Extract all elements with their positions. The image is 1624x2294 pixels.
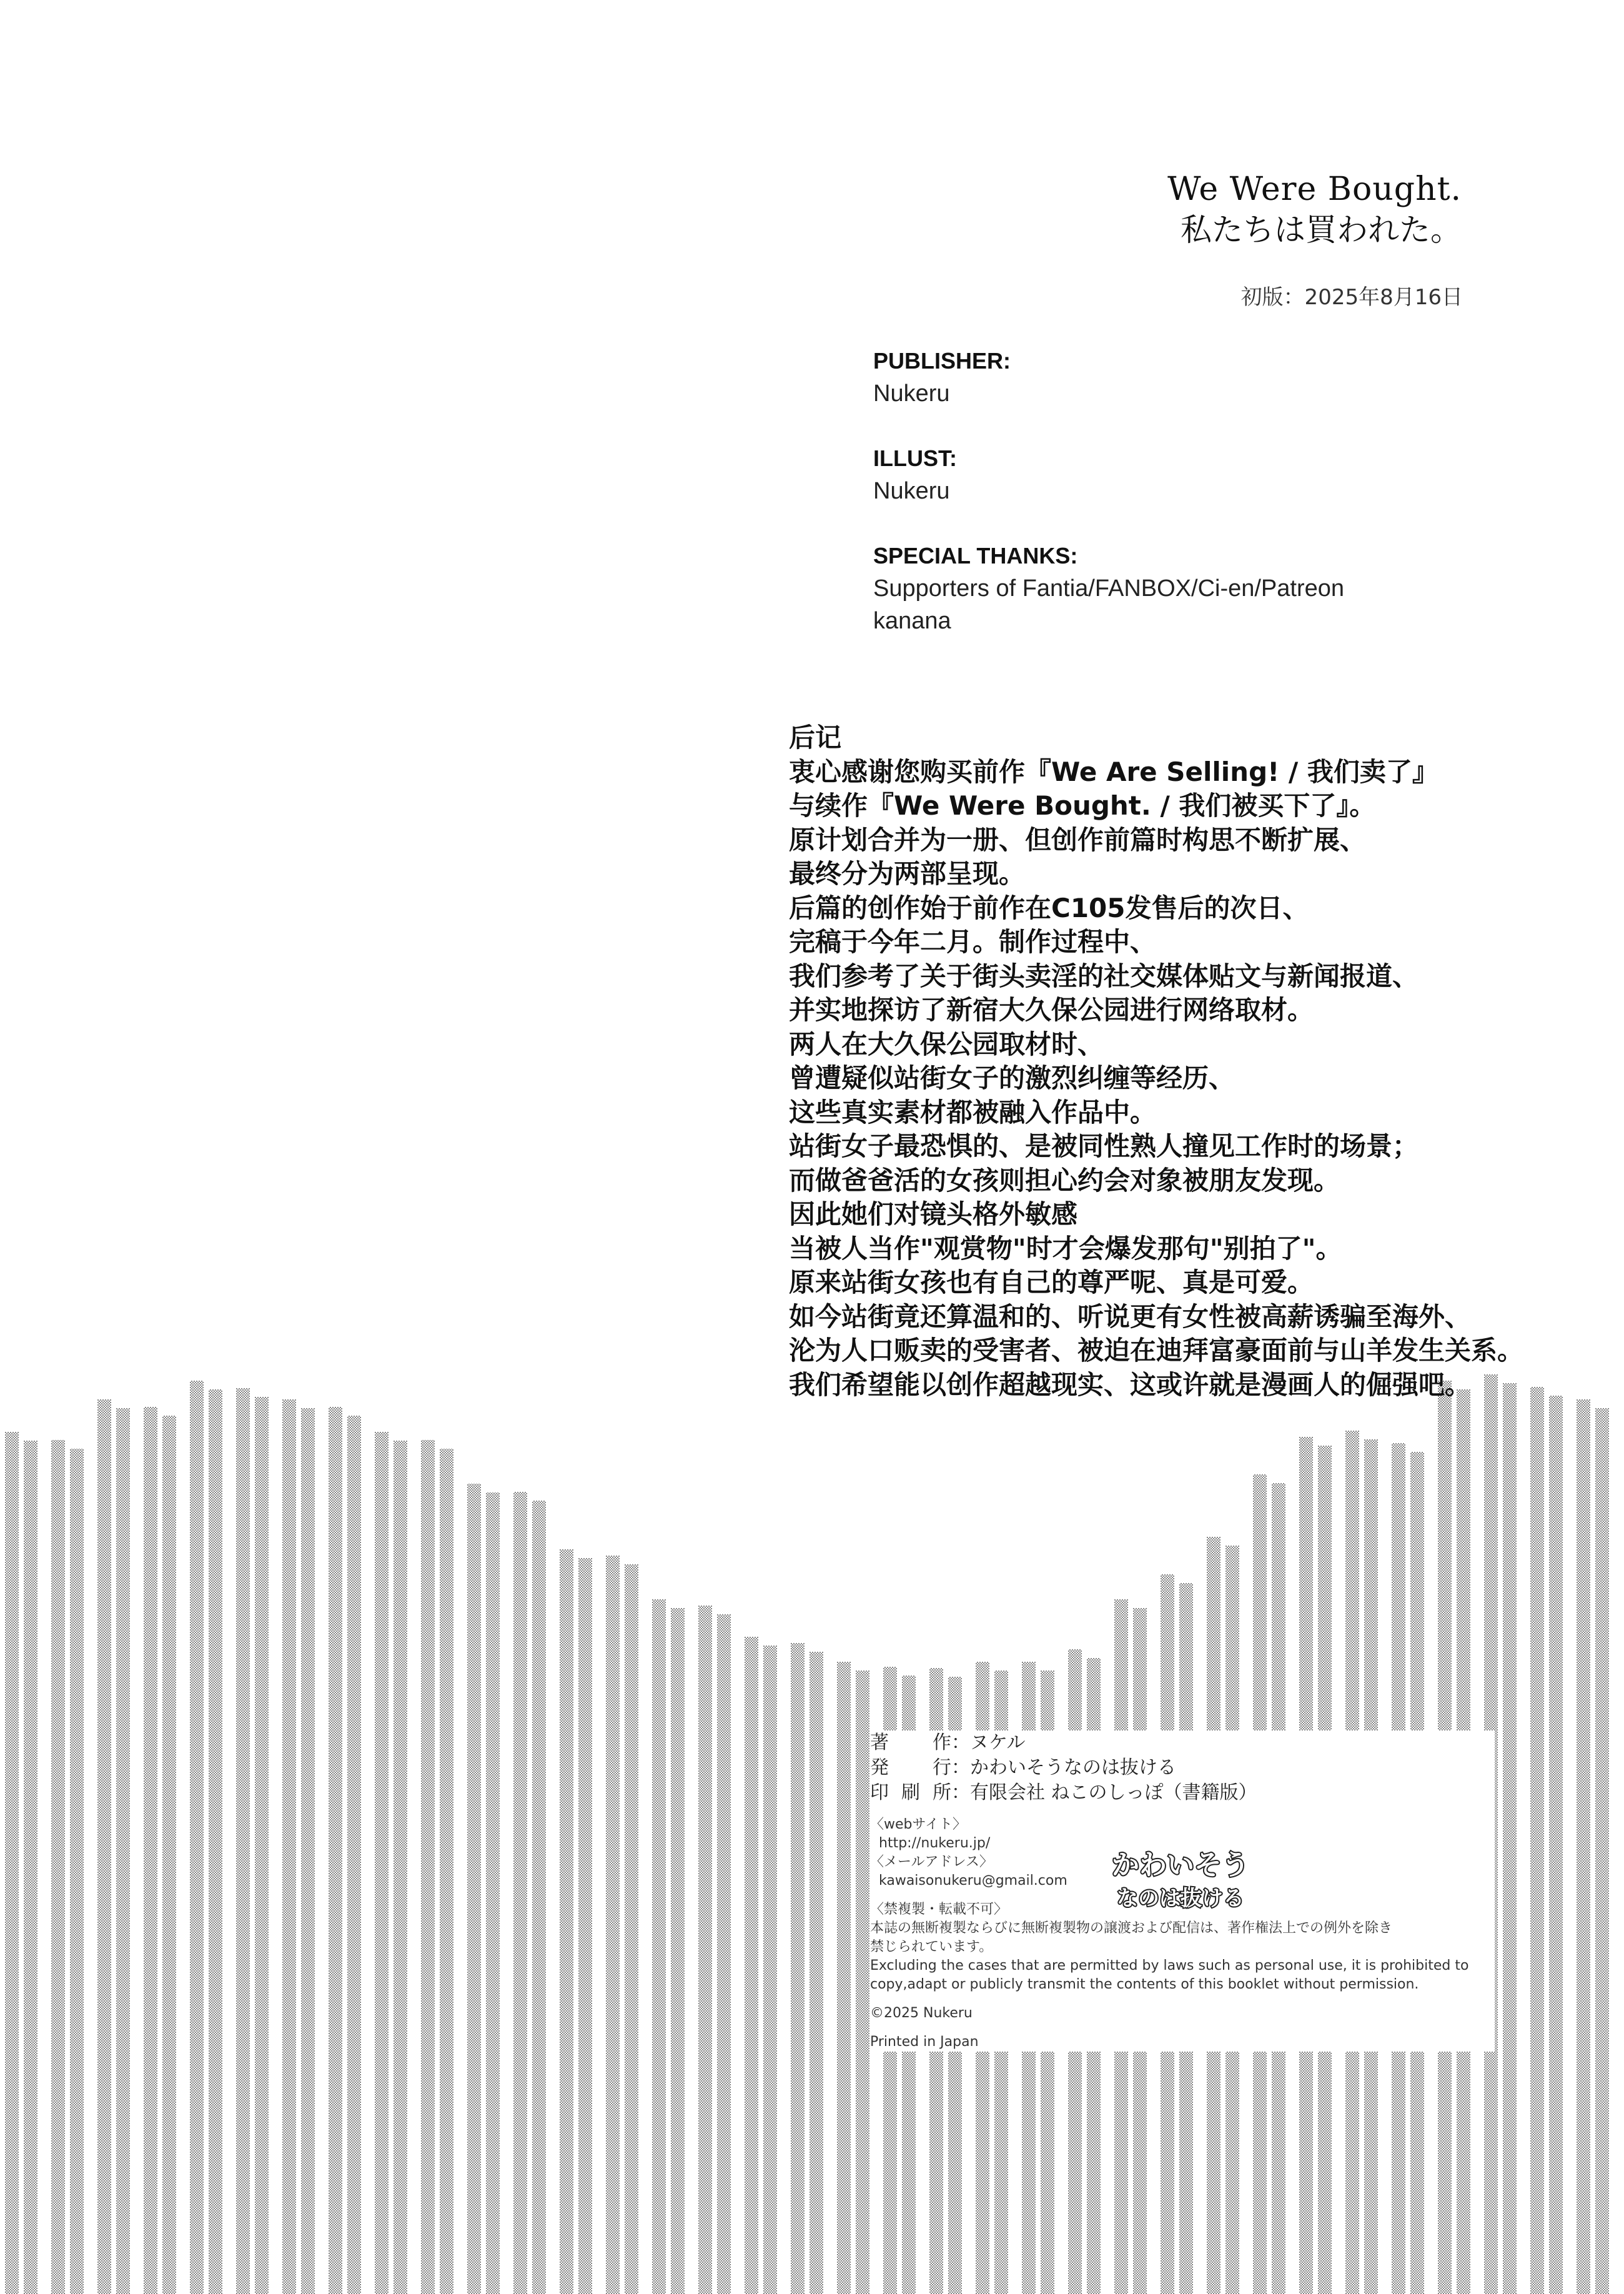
stripe-bar (301, 1408, 315, 2294)
notice-jp-line: 本誌の無断複製ならびに無断複製物の譲渡および配信は、著作権法上での例外を除き (870, 1920, 1393, 1936)
title-english: We Were Bought. (1167, 171, 1462, 208)
credit-illust (873, 442, 1498, 507)
credit-label: SPECIAL THANKS: (873, 543, 1078, 569)
afterword-line: 我们希望能以创作超越现实、这或许就是漫画人的倔强吧。 (789, 1369, 1472, 1400)
staff-label: 発 行 (870, 1757, 951, 1779)
stripe-bar (70, 1449, 84, 2294)
afterword-line: 站街女子最恐惧的、是被同性熟人撞见工作时的场景； (789, 1131, 1419, 1161)
credit-value: kanana (873, 608, 951, 634)
afterword-line: 因此她们对镜头格外敏感 (789, 1199, 1078, 1229)
stripe-bar (255, 1397, 269, 2294)
afterword-line: 后篇的创作始于前作在C105发售后的次日、 (789, 892, 1309, 923)
stripe-bar (282, 1399, 296, 2294)
staff-author (870, 1730, 1495, 1755)
afterword-line: 原计划合并为一册、但创作前篇时构思不断扩展、 (789, 824, 1367, 855)
credit-value: Nukeru (873, 380, 950, 407)
stripe-bar (97, 1399, 111, 2294)
stripe-bar (671, 1608, 685, 2294)
stripe-bar (375, 1432, 389, 2294)
stripe-bar (698, 1606, 712, 2294)
stripe-bar (791, 1643, 805, 2294)
printed-in: Printed in Japan (870, 2034, 979, 2050)
credits (873, 345, 1498, 670)
stripe-bar (513, 1492, 527, 2294)
publisher-logo (1102, 1843, 1259, 1918)
copyright: ©2025 Nukeru (870, 2005, 973, 2021)
staff-label: 印刷所 (870, 1782, 951, 1804)
staff-value: ：有限会社 ねこのしっぽ（書籍版） (951, 1782, 1257, 1804)
staff-printer (870, 1780, 1495, 1805)
afterword-line: 两人在大久保公园取材时、 (789, 1028, 1104, 1060)
stripe-bar (606, 1556, 620, 2294)
logo-line2: なのは抜ける (1117, 1886, 1244, 1911)
credit-value: Nukeru (873, 478, 950, 504)
notice-en-line: Excluding the cases that are permitted by laws such as personal use, it is prohibited to (870, 1958, 1469, 1974)
stripe-bar (578, 1558, 592, 2294)
staff-publisher (870, 1755, 1495, 1780)
stripe-bar (190, 1381, 204, 2294)
stripe-bar (745, 1637, 758, 2294)
stripe-bar (116, 1408, 130, 2294)
email-link[interactable]: kawaisonukeru@gmail.com (879, 1873, 1067, 1889)
stripe-bar (394, 1441, 407, 2294)
stripe-bar (652, 1599, 666, 2294)
afterword-line: 最终分为两部呈现。 (789, 858, 1026, 889)
afterword-line: 衷心感谢您购买前作『We Are Selling! / 我们卖了』 (789, 756, 1438, 787)
title-block (1167, 169, 1462, 250)
afterword (789, 721, 1613, 1402)
stripe-bar (1595, 1408, 1609, 2294)
stripe-bar (51, 1440, 65, 2294)
credit-publisher (873, 345, 1498, 410)
staff-value: ：ヌケル (951, 1732, 1026, 1754)
afterword-line: 当被人当作"观赏物"时才会爆发那句"别拍了"。 (789, 1233, 1342, 1264)
afterword-line: 与续作『We Were Bought. / 我们被买下了』。 (789, 790, 1376, 821)
stripe-bar (1530, 1387, 1544, 2294)
stripe-bar (144, 1407, 157, 2294)
notice-en-line: copy,adapt or publicly transmit the contents of this booklet without permission. (870, 1977, 1419, 1992)
stripe-bar (467, 1484, 481, 2294)
stripe-bar (560, 1549, 573, 2294)
stripe-bar (209, 1389, 222, 2294)
logo-line1: かわいそう (1112, 1849, 1249, 1881)
credit-label: PUBLISHER: (873, 348, 1011, 374)
stripe-bar (24, 1441, 37, 2294)
title-japanese: 私たちは買われた。 (1181, 212, 1462, 248)
afterword-line: 我们参考了关于街头卖淫的社交媒体贴文与新闻报道、 (789, 960, 1419, 991)
stripe-bar (486, 1492, 500, 2294)
stripe-bar (347, 1416, 361, 2294)
stripe-bar (1549, 1396, 1563, 2294)
email-label: 〈メールアドレス〉 (870, 1854, 993, 1870)
afterword-line: 并实地探访了新宿大久保公园进行网络取材。 (789, 995, 1314, 1025)
stripe-bar (717, 1614, 731, 2294)
stripe-bar (5, 1432, 19, 2294)
afterword-heading: 后记 (789, 722, 842, 753)
staff-label: 著 作 (870, 1732, 951, 1754)
afterword-line: 这些真实素材都被融入作品中。 (789, 1096, 1157, 1128)
afterword-line: 沦为人口贩卖的受害者、被迫在迪拜富豪面前与山羊发生关系。 (789, 1335, 1524, 1366)
notice-jp-line: 禁じられています。 (870, 1939, 993, 1955)
edition-date: 初版：2025年8月16日 (1240, 285, 1463, 310)
stripe-bar (421, 1440, 435, 2294)
stripe-bar (1503, 1383, 1517, 2294)
afterword-line: 而做爸爸活的女孩则担心约会对象被朋友发现。 (789, 1164, 1340, 1196)
notice-label: 〈禁複製・転載不可〉 (870, 1902, 1008, 1917)
afterword-line: 如今站街竟还算温和的、听说更有女性被高薪诱骗至海外、 (789, 1301, 1472, 1332)
stripe-bar (440, 1449, 453, 2294)
credit-value: Supporters of Fantia/FANBOX/Ci-en/Patreon (873, 575, 1345, 602)
stripe-bar (837, 1662, 851, 2294)
afterword-line: 原来站街女孩也有自己的尊严呢、真是可爱。 (789, 1267, 1314, 1298)
staff-value: ：かわいそうなのは抜ける (951, 1757, 1176, 1779)
stripe-bar (1577, 1399, 1590, 2294)
stripe-bar (532, 1501, 546, 2294)
stripe-bar (236, 1388, 250, 2294)
afterword-line: 完稿于今年二月。制作过程中、 (789, 926, 1157, 957)
stripe-bar (329, 1407, 342, 2294)
credit-label: ILLUST: (873, 445, 957, 471)
stripe-bar (856, 1671, 869, 2294)
website-link[interactable]: http://nukeru.jp/ (879, 1835, 991, 1851)
stripe-bar (810, 1652, 823, 2294)
stripe-bar (625, 1564, 638, 2294)
stripe-bar (162, 1416, 176, 2294)
credit-special-thanks (873, 540, 1498, 637)
afterword-line: 曾遭疑似站街女子的激烈纠缠等经历、 (789, 1063, 1235, 1093)
stripe-bar (763, 1646, 777, 2294)
website-label: 〈webサイト〉 (870, 1817, 966, 1832)
